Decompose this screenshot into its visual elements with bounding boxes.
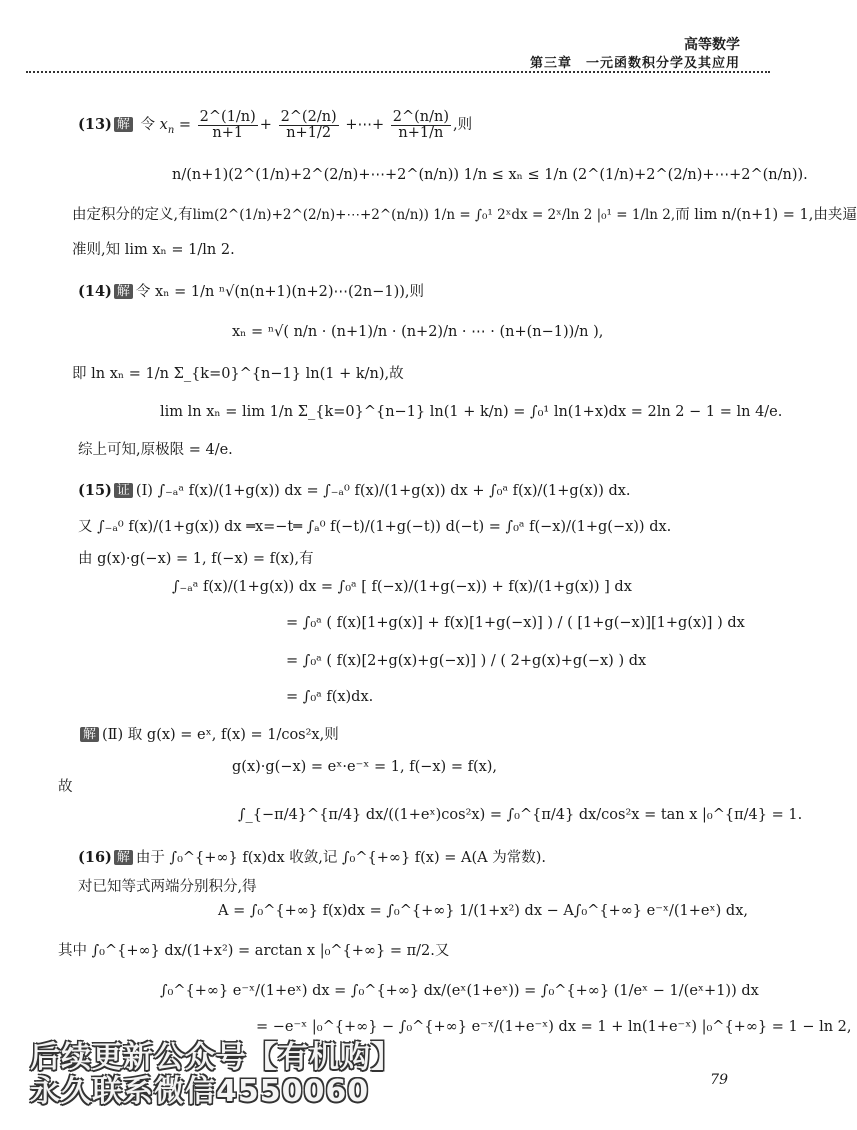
solution-badge: 解: [114, 284, 133, 299]
text: 而 lim n/(n+1) = 1,由夹逼: [675, 207, 857, 223]
proof-badge: 证: [114, 483, 133, 498]
problem-15-part2-choice: [78, 727, 339, 743]
problem-14-root-product: xₙ = ⁿ√( n/n · (n+1)/n · (n+2)/n · ⋯ · (n+(n−1))/n ),: [232, 324, 604, 340]
numerator: 2^(2/n): [280, 109, 337, 125]
formula: 令 xₙ = 1/n ⁿ√(n(n+1)(n+2)⋯(2n−1)),则: [135, 284, 424, 300]
numerator: 2^(n/n): [392, 109, 449, 125]
problem-15-therefore: 故: [58, 779, 73, 795]
formula: ∫₋ₐᵃ f(x)/(1+g(x)) dx = ∫₋ₐ⁰ f(x)/(1+g(x)) dx + ∫₀ᵃ f(x)/(1+g(x)) dx.: [157, 483, 631, 499]
problem-14-log-sum: 即 ln xₙ = 1/n Σ_{k=0}^{n−1} ln(1 + k/n),故: [72, 366, 404, 382]
problem-16-setup: [78, 850, 546, 866]
solution-badge: 解: [114, 117, 133, 132]
fraction-term-2: [279, 110, 339, 140]
problem-13-inequality: n/(n+1)(2^(1/n)+2^(2/n)+⋯+2^(n/n)) 1/n ≤ xₙ ≤ 1/n (2^(1/n)+2^(2/n)+⋯+2^(n/n)).: [172, 167, 808, 183]
text: 令: [140, 117, 156, 133]
eq: =: [178, 117, 192, 133]
page-number: 79: [710, 1072, 728, 1088]
formula: 取 g(x) = eˣ, f(x) = 1/cos²x,则: [127, 727, 339, 743]
problem-13-definition: (13) 解 令 $x_n$ = $\frac{2\^{}(1/n)}{n+1}$ + $\frac{2\^{}(2/n)}{n+1/2}$ +⋯+ $\frac{2\^{}(n/n)}{n+1/n}$ ,则: [78, 109, 473, 141]
denominator: n+1/n: [398, 124, 444, 141]
fraction-term-n: [391, 110, 451, 140]
problem-15-condition: 由 g(x)·g(−x) = 1, f(−x) = f(x),有: [78, 551, 314, 567]
problem-15-step-4: = ∫₀ᵃ f(x)dx.: [286, 689, 374, 705]
problem-15-check: g(x)·g(−x) = eˣ·e⁻ˣ = 1, f(−x) = f(x),: [232, 759, 498, 775]
var: x: [159, 117, 168, 133]
problem-number: (15): [78, 482, 112, 499]
watermark-line-2: 永久联系微信4550060: [30, 1074, 370, 1109]
problem-15-step-2: = ∫₀ᵃ ( f(x)[1+g(x)] + f(x)[1+g(−x)] ) / ( [1+g(−x)][1+g(x)] ) dx: [286, 615, 745, 631]
problem-15-result: ∫_{−π/4}^{π/4} dx/((1+eˣ)cos²x) = ∫₀^{π/4} dx/cos²x = tan x |₀^{π/4} = 1.: [238, 807, 803, 823]
numerator: 2^(1/n): [199, 109, 256, 125]
problem-14-definition: [78, 284, 424, 300]
formula: 由于 ∫₀^{+∞} f(x)dx 收敛,记 ∫₀^{+∞} f(x) = A(A 为常数).: [135, 850, 546, 866]
problem-16-integrate: 对已知等式两端分别积分,得: [78, 879, 257, 895]
problem-number: (13): [78, 116, 112, 133]
problem-13-conclusion: 准则,知 lim xₙ = 1/ln 2.: [72, 242, 235, 258]
running-header-book-title: 高等数学: [684, 37, 740, 53]
problem-14-conclusion: 综上可知,原极限 = 4/e.: [78, 442, 233, 458]
part-label: (Ⅱ): [102, 727, 124, 743]
running-header-chapter: 第三章 一元函数积分学及其应用: [529, 56, 740, 71]
text: ,则: [453, 117, 473, 133]
problem-number: (16): [78, 849, 112, 866]
problem-15-substitution: 又 ∫₋ₐ⁰ f(x)/(1+g(x)) dx ═x=−t═ ∫ₐ⁰ f(−t)/(1+g(−t)) d(−t) = ∫₀ᵃ f(−x)/(1+g(−x)) dx.: [78, 519, 672, 535]
formula: lim(2^(1/n)+2^(2/n)+⋯+2^(n/n)) 1/n = ∫₀¹ 2ˣdx = 2ˣ/ln 2 |₀¹ = 1/ln 2,: [192, 207, 676, 223]
problem-16-equation: A = ∫₀^{+∞} f(x)dx = ∫₀^{+∞} 1/(1+x²) dx − A∫₀^{+∞} e⁻ˣ/(1+eˣ) dx,: [218, 903, 748, 919]
ellipsis: +⋯+: [345, 117, 385, 133]
problem-13-limit: [72, 208, 857, 223]
part-label: (Ⅰ): [135, 483, 153, 499]
solution-badge: 解: [80, 727, 99, 742]
watermark-line-1: 后续更新公众号【有机购】: [30, 1040, 402, 1075]
subscript: n: [167, 124, 175, 136]
denominator: n+1/2: [286, 124, 332, 141]
fraction-term-1: [198, 110, 258, 140]
text: 由定积分的定义,有: [72, 207, 193, 223]
problem-number: (14): [78, 283, 112, 300]
problem-15-step-1: ∫₋ₐᵃ f(x)/(1+g(x)) dx = ∫₀ᵃ [ f(−x)/(1+g(−x)) + f(x)/(1+g(x)) ] dx: [172, 579, 632, 595]
problem-15-step-3: = ∫₀ᵃ ( f(x)[2+g(x)+g(−x)] ) / ( 2+g(x)+g(−x) ) dx: [286, 653, 647, 669]
problem-16-arctan: 其中 ∫₀^{+∞} dx/(1+x²) = arctan x |₀^{+∞} = π/2.又: [58, 943, 450, 959]
problem-16-evaluation: = −e⁻ˣ |₀^{+∞} − ∫₀^{+∞} e⁻ˣ/(1+e⁻ˣ) dx = 1 + ln(1+e⁻ˣ) |₀^{+∞} = 1 − ln 2,: [256, 1019, 852, 1035]
problem-15-part1-split: [78, 483, 631, 499]
solution-badge: 解: [114, 850, 133, 865]
denominator: n+1: [212, 124, 244, 141]
problem-16-partial-fractions: ∫₀^{+∞} e⁻ˣ/(1+eˣ) dx = ∫₀^{+∞} dx/(eˣ(1+eˣ)) = ∫₀^{+∞} (1/eˣ − 1/(eˣ+1)) dx: [160, 983, 759, 999]
problem-14-integral: lim ln xₙ = lim 1/n Σ_{k=0}^{n−1} ln(1 + k/n) = ∫₀¹ ln(1+x)dx = 2ln 2 − 1 = ln 4/e.: [160, 404, 783, 420]
header-dotted-rule: [26, 71, 770, 73]
